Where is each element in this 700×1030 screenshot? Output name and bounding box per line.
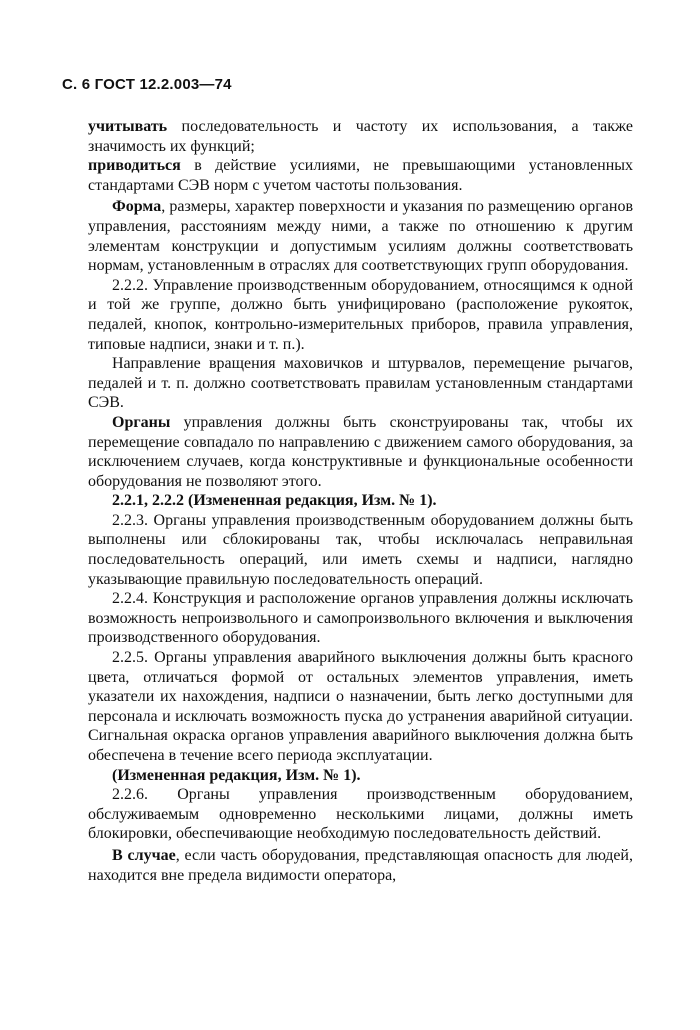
- paragraph-text: , если часть оборудования, представляющая опасность для людей, находится вне предела видимости оператора,: [88, 846, 633, 884]
- paragraph-text: 2.2.5. Органы управления аварийного выключения должны быть красного цвета, отличаться формой от остальных элементов управления, иметь указатели их нахождения, надписи о назначении, быть легко доступными для персонала и исключать возможность пуска до устранения аварийной ситуации. Сигнальная окраска органов управления аварийного выключения должна быть обеспечена в течение всего периода эксплуатации.: [88, 649, 633, 764]
- document-body: [88, 117, 633, 885]
- paragraph-text: , размеры, характер поверхности и указания по размещению органов управления, расстояниям между ними, а также по отношению к другим элементам конструкции и допустимым усилиям должны соответствовать нормам, установленным в отраслях для соответствующих групп оборудования.: [88, 198, 633, 275]
- paragraph-text: 2.2.3. Органы управления производственным оборудованием должны быть выполнены или сблокированы так, чтобы исключалась неправильная последовательность операций, или иметь схемы и надписи, наглядно указывающие правильную последовательность операций.: [88, 511, 633, 588]
- paragraph: [88, 766, 633, 786]
- paragraph: [88, 785, 633, 844]
- paragraph-lead: приводиться: [88, 157, 181, 175]
- paragraph: [88, 491, 633, 511]
- paragraph-text: Направление вращения маховичков и штурвалов, перемещение рычагов, педалей и т. п. должно соответствовать правилам установленным стандартами СЭВ.: [88, 355, 633, 412]
- page-header: С. 6 ГОСТ 12.2.003—74: [62, 76, 232, 93]
- paragraph-text: 2.2.6. Органы управления производственным оборудованием, обслуживаемым одновременно несколькими лицами, должны иметь блокировки, обеспечивающие необходимую последовательность действий.: [88, 786, 633, 843]
- paragraph-lead: Органы: [112, 413, 171, 431]
- paragraph: [88, 276, 633, 354]
- paragraph-text: 2.2.2. Управление производственным оборудованием, относящимся к одной и той же группе, должно быть унифицировано (расположение рукояток, педалей, кнопок, контрольно-измерительных приборов, правила управления, типовые надписи, знаки и т. п.).: [88, 276, 633, 353]
- paragraph: [88, 197, 633, 275]
- paragraph-lead: (Измененная редакция, Изм. № 1).: [112, 766, 361, 784]
- paragraph-text: в действие усилиями, не превышающими установленных стандартами СЭВ норм с учетом частоты пользования.: [88, 157, 633, 194]
- paragraph: [88, 511, 633, 589]
- paragraph-lead: В случае: [112, 846, 176, 864]
- paragraph: [88, 846, 633, 885]
- paragraph-lead: Форма: [112, 198, 162, 216]
- paragraph: [88, 589, 633, 648]
- paragraph-lead: учитывать: [88, 118, 168, 135]
- paragraph-text: 2.2.4. Конструкция и расположение органов управления должны исключать возможность непроизвольного и самопроизвольного включения и выключения производственного оборудования.: [88, 590, 633, 647]
- paragraph: [88, 117, 633, 156]
- paragraph-text: 2.2.1, 2.2.2 (Измененная редакция, Изм. № 1).: [112, 492, 437, 510]
- paragraph: [88, 156, 633, 195]
- paragraph: [88, 648, 633, 766]
- paragraph-text: последовательность и частоту их использования, а также значимость их функций;: [88, 118, 633, 155]
- paragraph: [88, 354, 633, 413]
- paragraph-text: управления должны быть сконструированы так, чтобы их перемещение совпадало по направлению с движением самого оборудования, за исключением случаев, когда конструктивные и функциональные особенности оборудования не позволяют этого.: [88, 413, 633, 490]
- paragraph: [88, 413, 633, 491]
